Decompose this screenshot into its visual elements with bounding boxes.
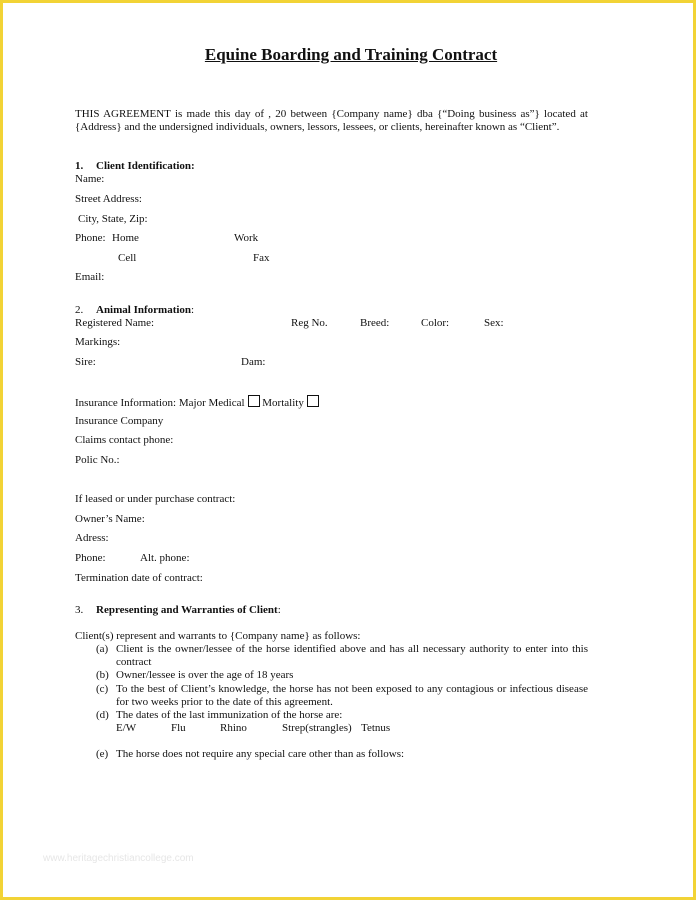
- immunization-rhino: Rhino: [220, 722, 247, 734]
- email-label: Email:: [75, 271, 105, 283]
- owner-phone-label: Phone:: [75, 552, 106, 564]
- list-item-text: Owner/lessee is over the age of 18 years: [116, 669, 294, 681]
- list-item-label: (a): [96, 643, 109, 655]
- insurance-info-row: [75, 395, 319, 410]
- section3-heading-wrap: [96, 604, 281, 617]
- warranties-lead: Client(s) represent and warrants to {Company name} as follows:: [75, 630, 361, 642]
- breed-label: Breed:: [360, 317, 390, 329]
- termination-date-label: Termination date of contract:: [75, 572, 203, 584]
- list-item: [96, 683, 588, 709]
- watermark: www.heritagechristiancollege.com: [43, 853, 194, 864]
- leased-label: If leased or under purchase contract:: [75, 493, 236, 505]
- fax-label: Fax: [253, 252, 270, 264]
- list-item-text: Client is the owner/lessee of the horse identified above and has all necessary authority to enter into this contract: [116, 643, 588, 668]
- owner-alt-phone-label: Alt. phone:: [140, 552, 190, 564]
- section2-colon: :: [191, 304, 195, 316]
- owners-name-label: Owner’s Name:: [75, 513, 145, 525]
- mortality-label: Mortality: [262, 397, 304, 409]
- section2-heading: Animal Information: [96, 304, 192, 316]
- registered-name-label: Registered Name:: [75, 317, 155, 329]
- phone-label: Phone:: [75, 232, 106, 244]
- section3-heading: Representing and Warranties of Client: [96, 604, 278, 616]
- list-item-label: (e): [96, 748, 109, 760]
- section2-heading-wrap: [96, 304, 194, 317]
- reg-no-label: Reg No.: [291, 317, 328, 329]
- client-name-label: Name:: [75, 173, 105, 185]
- mortality-checkbox[interactable]: [307, 395, 319, 407]
- list-item-label: (d): [96, 709, 109, 721]
- immunization-tetnus: Tetnus: [361, 722, 391, 734]
- major-medical-checkbox[interactable]: [248, 395, 260, 407]
- section3-number: 3.: [75, 604, 84, 616]
- list-item-label: (b): [96, 669, 109, 681]
- document-title: Equine Boarding and Training Contract: [204, 45, 498, 64]
- city-state-zip-label: City, State, Zip:: [78, 213, 148, 225]
- section2-number: 2.: [75, 304, 84, 316]
- work-phone-label: Work: [234, 232, 259, 244]
- list-item: [96, 669, 588, 682]
- immunization-flu: Flu: [171, 722, 186, 734]
- immunization-strep: Strep(strangles): [282, 722, 352, 734]
- color-label: Color:: [421, 317, 450, 329]
- section1-number: 1.: [75, 160, 84, 172]
- section1-heading: Client Identification:: [96, 160, 195, 172]
- cell-phone-label: Cell: [118, 252, 137, 264]
- insurance-info-label: Insurance Information: Major Medical: [75, 397, 245, 409]
- list-item-text: The horse does not require any special care other than as follows:: [116, 748, 405, 760]
- insurance-company-label: Insurance Company: [75, 415, 164, 427]
- dam-label: Dam:: [241, 356, 266, 368]
- street-address-label: Street Address:: [75, 193, 142, 205]
- immunization-ew: E/W: [116, 722, 137, 734]
- list-item-text: To the best of Client’s knowledge, the horse has not been exposed to any contagious or infectious disease for two weeks prior to the date of this agreement.: [116, 683, 588, 708]
- claims-phone-label: Claims contact phone:: [75, 434, 174, 446]
- list-item-text: The dates of the last immunization of the horse are:: [116, 709, 343, 721]
- section3-colon: :: [277, 604, 281, 616]
- list-item: [96, 748, 588, 761]
- markings-label: Markings:: [75, 336, 121, 348]
- list-item: [96, 643, 588, 669]
- home-phone-label: Home: [112, 232, 139, 244]
- sire-label: Sire:: [75, 356, 96, 368]
- list-item-label: (c): [96, 683, 109, 695]
- intro-paragraph: THIS AGREEMENT is made this day of , 20 between {Company name} dba {“Doing business as”} located at {Address} and the undersigned individuals, owners, lessors, lessees, or clients, hereinafter known as “Client”.: [75, 108, 588, 133]
- sex-label: Sex:: [484, 317, 504, 329]
- list-item: [96, 709, 588, 722]
- policy-no-label: Polic No.:: [75, 454, 120, 466]
- owner-address-label: Adress:: [75, 532, 109, 544]
